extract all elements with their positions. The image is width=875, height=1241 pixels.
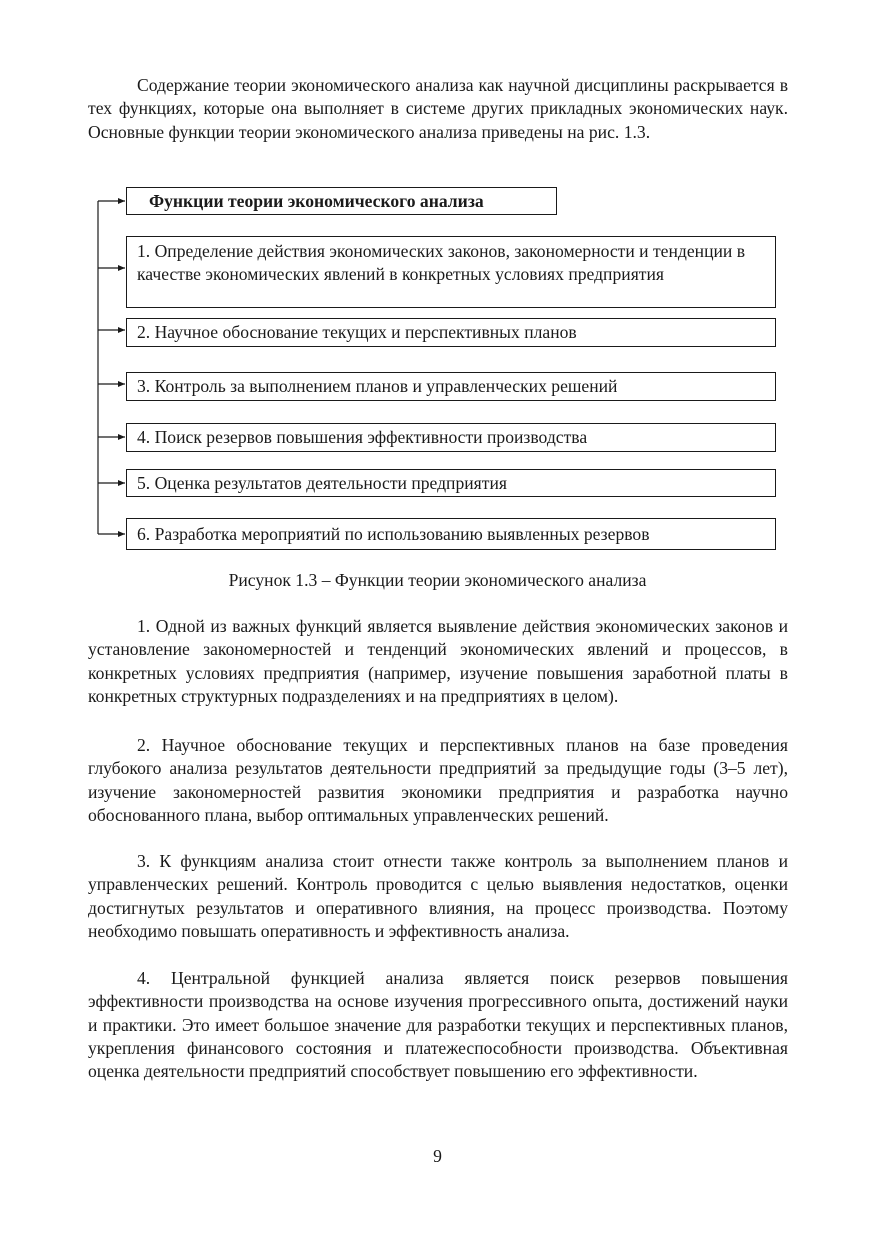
figure-caption: Рисунок 1.3 – Функции теории экономического анализа bbox=[228, 570, 647, 590]
page-number: 9 bbox=[433, 1146, 442, 1166]
diagram-title-box: Функции теории экономического анализа bbox=[126, 187, 557, 215]
body-paragraph-1: 1. Одной из важных функций является выявление действия экономических законов и установление закономерностей и тенденций экономических явлений и процессов, в конкретных условиях предприятия (например, изучение повышения заработной платы в конкретных структурных подразделениях и на предприятиях в целом). bbox=[88, 616, 788, 706]
diagram-item-3: 3. Контроль за выполнением планов и управленческих решений bbox=[126, 372, 776, 401]
diagram-item-4: 4. Поиск резервов повышения эффективности производства bbox=[126, 423, 776, 452]
diagram-item-6: 6. Разработка мероприятий по использованию выявленных резервов bbox=[126, 518, 776, 550]
body-paragraph-4: 4. Центральной функцией анализа является поиск резервов повышения эффективности производства на основе изучения прогрессивного опыта, достижений науки и практики. Это имеет большое значение для разработки текущих и перспективных планов, укрепления финансового состояния и платежеспособности производства. Объективная оценка деятельности предприятий способствует повышению его эффективности. bbox=[88, 968, 788, 1082]
diagram-item-2: 2. Научное обоснование текущих и перспективных планов bbox=[126, 318, 776, 347]
diagram-item-1: 1. Определение действия экономических законов, закономерности и тенденции в качестве экономических явлений в конкретных условиях предприятия bbox=[126, 236, 776, 308]
intro-paragraph: Содержание теории экономического анализа как научной дисциплины раскрывается в тех функциях, которые она выполняет в системе других прикладных экономических наук. Основные функции теории экономического анализа приведены на рис. 1.3. bbox=[88, 75, 788, 142]
body-paragraph-3: 3. К функциям анализа стоит отнести также контроль за выполнением планов и управленческих решений. Контроль проводится с целью выявления недостатков, оценки достигнутых результатов и оперативного влияния, на процесс производства. Поэтому необходимо повышать оперативность и эффективность анализа. bbox=[88, 851, 788, 941]
diagram-item-5: 5. Оценка результатов деятельности предприятия bbox=[126, 469, 776, 497]
body-paragraph-2: 2. Научное обоснование текущих и перспективных планов на базе проведения глубокого анализа результатов деятельности предприятий за предыдущие годы (3–5 лет), изучение закономерностей развития экономики предприятия и разработка научно обоснованного плана, выбор оптимальных управленческих решений. bbox=[88, 735, 788, 825]
